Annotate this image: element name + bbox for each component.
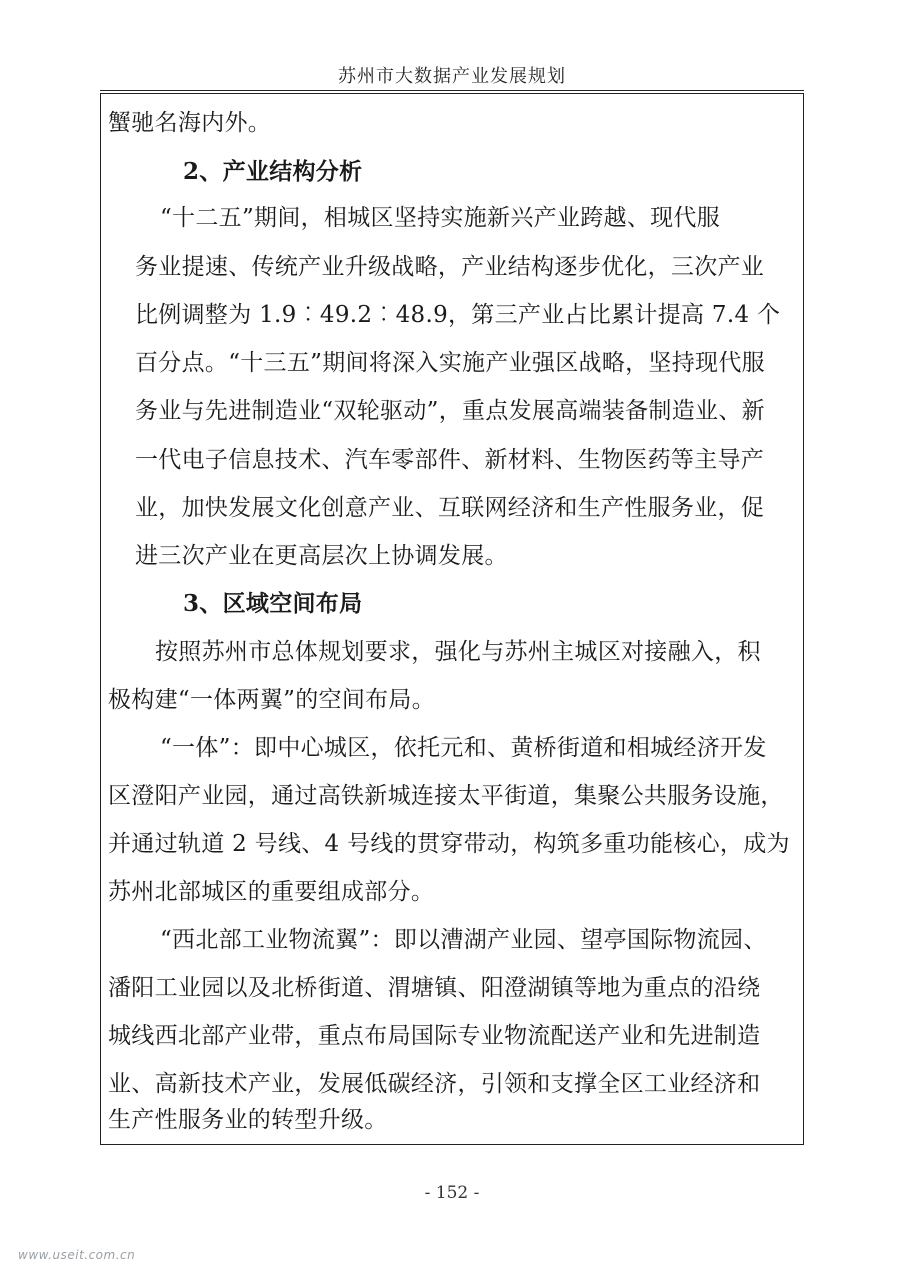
text-line: 务业与先进制造业“双轮驱动”，重点发展高端装备制造业、新 [135, 398, 765, 424]
text-line: 一代电子信息技术、汽车零部件、新材料、生物医药等主导产 [135, 447, 765, 473]
header-rule [100, 90, 804, 91]
text-line: 百分点。“十三五”期间将深入实施产业强区战略，坚持现代服 [135, 350, 765, 376]
text-line: 极构建“一体两翼”的空间布局。 [108, 687, 436, 713]
text-line: 潘阳工业园以及北桥街道、渭塘镇、阳澄湖镇等地为重点的沿绕 [108, 975, 761, 1001]
running-header: 苏州市大数据产业发展规划 [338, 66, 566, 87]
text-line: 业、高新技术产业，发展低碳经济，引领和支撑全区工业经济和 [108, 1071, 761, 1097]
text-line: 苏州北部城区的重要组成部分。 [108, 879, 435, 905]
text-line: 比例调整为 1.9︰49.2︰48.9，第三产业占比累计提高 7.4 个 [135, 302, 781, 328]
text-line: 并通过轨道 2 号线、4 号线的贯穿带动，构筑多重功能核心，成为 [108, 831, 790, 857]
page-number: - 152 - [424, 1183, 480, 1203]
section-heading-industrial-structure: 2、产业结构分析 [183, 158, 363, 185]
section-heading-spatial-layout: 3、区域空间布局 [183, 590, 363, 617]
text-line: 生产性服务业的转型升级。 [108, 1107, 388, 1133]
watermark: www.useit.com.cn [18, 1248, 136, 1262]
text-line: 城线西北部产业带，重点布局国际专业物流配送产业和先进制造 [108, 1023, 761, 1049]
text-line: “一体”：即中心城区，依托元和、黄桥街道和相城经济开发 [160, 735, 767, 761]
text-line: 蟹驰名海内外。 [108, 110, 272, 136]
text-line: 业，加快发展文化创意产业、互联网经济和生产性服务业，促 [135, 495, 765, 521]
text-line: “西北部工业物流翼”：即以漕湖产业园、望亭国际物流园、 [160, 927, 767, 953]
text-line: 务业提速、传统产业升级战略，产业结构逐步优化，三次产业 [135, 254, 765, 280]
text-line: “十二五”期间，相城区坚持实施新兴产业跨越、现代服 [160, 205, 721, 231]
text-line: 按照苏州市总体规划要求，强化与苏州主城区对接融入，积 [155, 639, 761, 665]
text-line: 区澄阳产业园，通过高铁新城连接太平街道，集聚公共服务设施， [108, 783, 784, 809]
text-line: 进三次产业在更高层次上协调发展。 [135, 543, 508, 569]
